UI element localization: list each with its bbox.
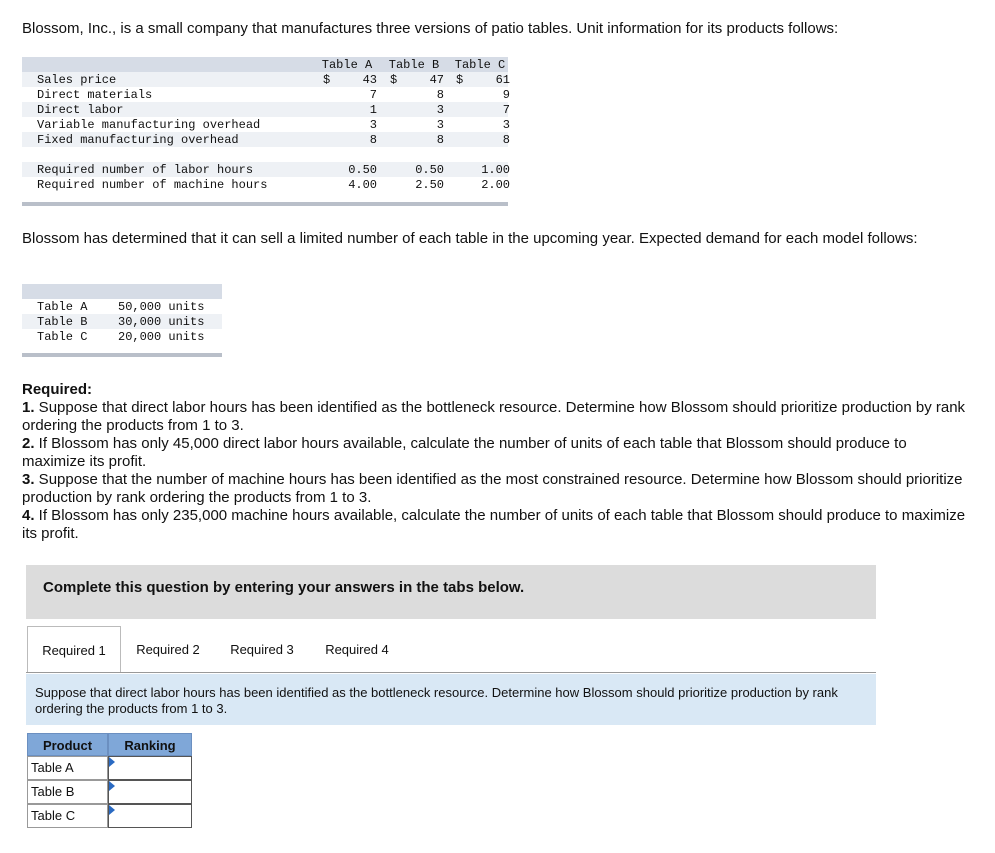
demand-value-table-b: 30,000 units	[118, 315, 205, 329]
cell-fixed-overhead-b: 8	[436, 133, 444, 147]
required-item-4: 4. If Blossom has only 235,000 machine hours available, calculate the number of units of each table that Blossom should produce to maximize its profit.	[22, 507, 966, 542]
cell-fixed-overhead-c: 8	[502, 133, 510, 147]
demand-label-table-a: Table A	[37, 300, 88, 314]
tab-required-3[interactable]: Required 3	[217, 626, 307, 671]
row-label-machine-hours: Required number of machine hours	[37, 178, 268, 192]
instruction-text: Suppose that direct labor hours has been identified as the bottleneck resource. Determine how Blossom should prioritize production by rank ordering the products from 1 to 3.	[35, 685, 838, 716]
tab-required-4[interactable]: Required 4	[312, 626, 402, 671]
row-label-direct-materials: Direct materials	[37, 88, 153, 102]
row-label-sales-price: Sales price	[37, 73, 117, 87]
demand-header-bar	[22, 284, 222, 299]
cell-direct-labor-b: 3	[436, 103, 444, 117]
cell-variable-overhead-a: 3	[369, 118, 377, 132]
cell-variable-overhead-b: 3	[436, 118, 444, 132]
instruction-panel	[26, 674, 876, 725]
grid-row-table-c	[27, 804, 192, 828]
grid-row-table-b	[27, 780, 192, 804]
product-name-table-c: Table C	[27, 804, 108, 828]
row-label-fixed-overhead: Fixed manufacturing overhead	[37, 133, 239, 147]
demand-value-table-c: 20,000 units	[118, 330, 205, 344]
required-item-1: 1. Suppose that direct labor hours has been identified as the bottleneck resource. Determine how Blossom should prioritize production by rank ordering the products from 1 to 3.	[22, 399, 966, 434]
row-label-labor-hours: Required number of labor hours	[37, 163, 254, 177]
cell-direct-materials-b: 8	[436, 88, 444, 102]
demand-bottom-bar	[22, 353, 222, 357]
tab-underline	[26, 672, 876, 673]
cell-variable-overhead-c: 3	[502, 118, 510, 132]
ranking-input-table-b[interactable]	[108, 780, 192, 804]
demand-value-table-a: 50,000 units	[118, 300, 205, 314]
ranking-input-table-c[interactable]	[108, 804, 192, 828]
cell-machine-hours-a: 4.00	[348, 178, 377, 192]
required-title: Required:	[22, 381, 93, 398]
cell-labor-hours-c: 1.00	[481, 163, 510, 177]
cell-direct-labor-a: 1	[369, 103, 377, 117]
complete-banner	[26, 565, 876, 619]
demand-label-table-c: Table C	[37, 330, 88, 344]
complete-banner-text: Complete this question by entering your answers in the tabs below.	[43, 579, 525, 596]
cell-labor-hours-a: 0.50	[348, 163, 377, 177]
cell-sales-price-a: $ 43	[323, 73, 377, 87]
required-item-3: 3. Suppose that the number of machine hours has been identified as the most constrained resource. Determine how Blossom should prioritize production by rank ordering the products from 1 to 3.	[22, 471, 963, 506]
demand-intro-text: Blossom has determined that it can sell a limited number of each table in the upcoming year. Expected demand for each model follows:	[22, 230, 918, 247]
cell-direct-materials-a: 7	[369, 88, 377, 102]
cell-machine-hours-b: 2.50	[415, 178, 444, 192]
product-name-table-b: Table B	[27, 780, 108, 804]
table-bottom-bar	[22, 202, 508, 206]
tab-required-1[interactable]: Required 1	[27, 626, 121, 673]
cell-direct-materials-c: 9	[502, 88, 510, 102]
required-item-2: 2. If Blossom has only 45,000 direct labor hours available, calculate the number of units of each table that Blossom should produce to maximize its profit.	[22, 435, 907, 470]
cell-machine-hours-c: 2.00	[481, 178, 510, 192]
cell-labor-hours-b: 0.50	[415, 163, 444, 177]
required-section	[22, 381, 972, 543]
cell-fixed-overhead-a: 8	[369, 133, 377, 147]
product-info-table	[22, 57, 508, 205]
product-name-table-a: Table A	[27, 756, 108, 780]
demand-table	[22, 284, 222, 358]
column-header-table-b: Table B	[388, 58, 440, 72]
ranking-input-table-a[interactable]	[108, 756, 192, 780]
tab-required-2[interactable]: Required 2	[123, 626, 213, 671]
row-label-variable-overhead: Variable manufacturing overhead	[37, 118, 261, 132]
cell-direct-labor-c: 7	[502, 103, 510, 117]
cell-sales-price-c: $ 61	[456, 73, 510, 87]
header-ranking: Ranking	[108, 733, 192, 756]
intro-text: Blossom, Inc., is a small company that manufactures three versions of patio tables. Unit information for its products follows:	[22, 20, 839, 37]
column-header-table-a: Table A	[321, 58, 373, 72]
grid-row-table-a	[27, 756, 192, 780]
demand-label-table-b: Table B	[37, 315, 88, 329]
column-header-table-c: Table C	[454, 58, 506, 72]
cell-sales-price-b: $ 47	[390, 73, 444, 87]
row-label-direct-labor: Direct labor	[37, 103, 124, 117]
header-product: Product	[27, 733, 108, 756]
